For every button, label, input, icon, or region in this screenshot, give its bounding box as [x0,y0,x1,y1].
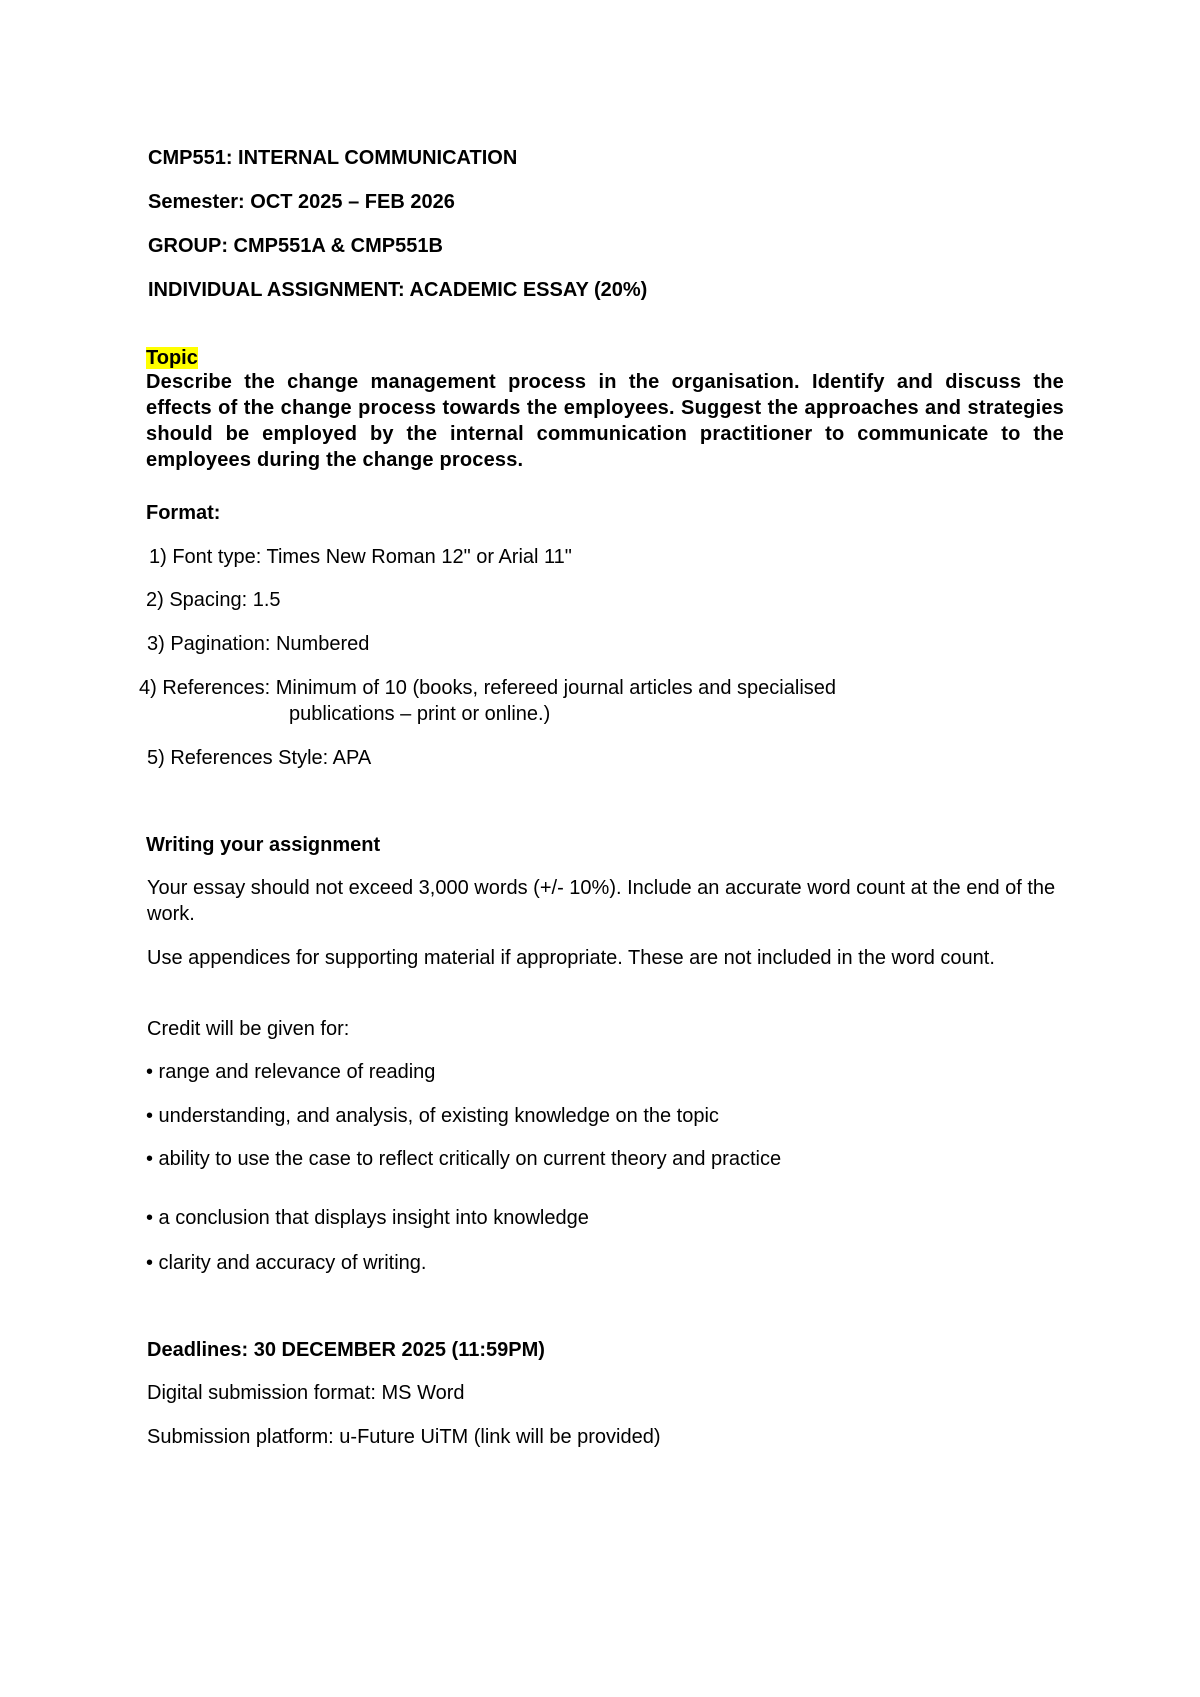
topic-description: Describe the change management process in the organisation. Identify and discuss the effects of the change process towards the employees. Suggest the approaches and strategies should be employed by the internal communication practitioner to communicate to the employees during the change process. [146,371,1064,471]
submission-platform: Submission platform: u-Future UiTM (link will be provided) [147,1426,661,1448]
credit-intro: Credit will be given for: [147,1018,350,1040]
format-item-style: 5) References Style: APA [147,747,372,769]
format-item-spacing: 2) Spacing: 1.5 [146,589,281,611]
assignment-line: INDIVIDUAL ASSIGNMENT: ACADEMIC ESSAY (20%) [148,279,648,301]
credit-bullet-clarity: • clarity and accuracy of writing. [146,1252,427,1274]
format-item-pagination: 3) Pagination: Numbered [147,633,370,655]
format-heading: Format: [146,502,221,524]
semester-line: Semester: OCT 2025 – FEB 2026 [148,191,455,213]
credit-bullet-conclusion: • a conclusion that displays insight into knowledge [146,1207,589,1229]
format-item-references-continuation: publications – print or online.) [289,703,551,725]
topic-label [146,345,198,371]
appendices-paragraph: Use appendices for supporting material if appropriate. These are not included in the word count. [147,947,995,969]
format-item-font: 1) Font type: Times New Roman 12" or Arial 11" [149,546,572,568]
credit-bullet-reading: • range and relevance of reading [146,1061,436,1083]
submission-format: Digital submission format: MS Word [147,1382,465,1404]
deadline-line: Deadlines: 30 DECEMBER 2025 (11:59PM) [147,1339,545,1361]
course-title: CMP551: INTERNAL COMMUNICATION [148,147,518,169]
topic-highlight: Topic [146,347,198,369]
format-item-references: 4) References: Minimum of 10 (books, refereed journal articles and specialised [139,677,837,699]
credit-bullet-understanding: • understanding, and analysis, of existing knowledge on the topic [146,1105,719,1127]
word-limit-paragraph: Your essay should not exceed 3,000 words (+/- 10%). Include an accurate word count at the end of the work. [147,877,1056,925]
credit-bullet-case: • ability to use the case to reflect critically on current theory and practice [146,1148,782,1170]
group-line: GROUP: CMP551A & CMP551B [148,235,443,257]
writing-heading: Writing your assignment [146,834,381,856]
